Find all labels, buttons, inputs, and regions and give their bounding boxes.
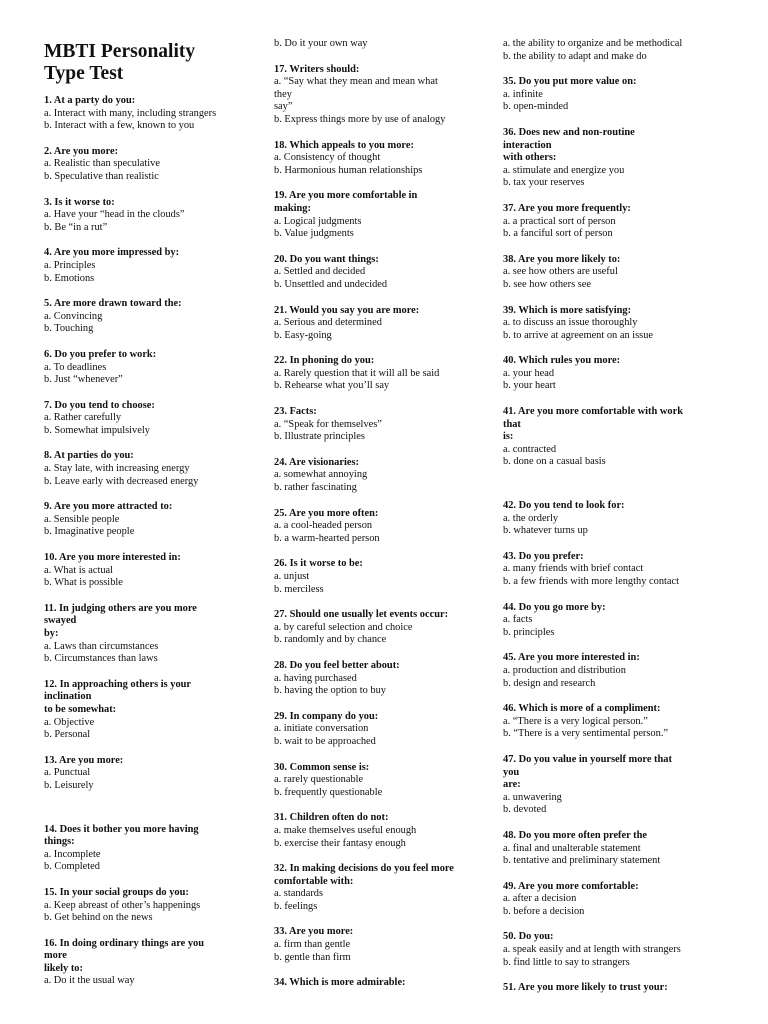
question-block — [274, 355, 499, 393]
answer-option: b. see how others see — [503, 278, 592, 290]
answer-option: b. principles — [503, 626, 555, 638]
answer-option: a. by careful selection and choice — [274, 621, 413, 633]
question-block — [503, 881, 728, 919]
answer-option: b. feelings — [274, 900, 318, 912]
answer-option: a. Convincing — [44, 310, 103, 322]
answer-option: b. Speculative than realistic — [44, 170, 159, 182]
question-heading: 45. Are you more interested in: — [503, 652, 640, 664]
question-heading: 29. In company do you: — [274, 710, 379, 722]
answer-option: they — [274, 88, 292, 100]
answer-option: a. “Speak for themselves” — [274, 418, 382, 430]
question-heading: 40. Which rules you more: — [503, 355, 621, 367]
answer-option: b. Touching — [44, 323, 94, 335]
answer-option: b. Unsettled and undecided — [274, 278, 388, 290]
question-block — [274, 812, 499, 850]
answer-option: b. Leisurely — [44, 779, 94, 791]
question-block — [274, 38, 499, 51]
question-heading: 22. In phoning do you: — [274, 355, 375, 367]
question-heading: 48. Do you more often prefer the — [503, 829, 647, 841]
question-block — [503, 76, 728, 114]
answer-option: b. Illustrate principles — [274, 431, 365, 443]
question-heading: likely to: — [44, 962, 83, 974]
question-block — [503, 931, 728, 969]
column-3 — [503, 38, 728, 1024]
answer-option: a. see how others are useful — [503, 266, 618, 278]
answer-option: a. Rather carefully — [44, 412, 122, 424]
question-heading: comfortable with: — [274, 875, 354, 887]
answer-option: a. Stay late, with increasing energy — [44, 463, 190, 475]
question-block — [503, 305, 728, 343]
answer-option: a. the orderly — [503, 512, 559, 524]
question-heading: 15. In your social groups do you: — [44, 886, 189, 898]
question-block — [274, 140, 499, 178]
question-heading: 3. Is it worse to: — [44, 196, 115, 208]
question-block — [503, 38, 728, 63]
answer-option: a. Laws than circumstances — [44, 640, 159, 652]
page-title — [44, 41, 262, 85]
question-block — [503, 982, 728, 995]
answer-option: a. final and unalterable statement — [503, 842, 641, 854]
question-heading: 11. In judging others are you more — [44, 602, 197, 614]
answer-option: b. open-minded — [503, 101, 569, 113]
answer-option: a. Incomplete — [44, 848, 101, 860]
answer-option: a. firm than gentle — [274, 939, 351, 951]
answer-option: a. infinite — [503, 88, 543, 100]
question-block — [44, 95, 262, 133]
answer-option: b. a fanciful sort of person — [503, 228, 613, 240]
question-heading: 28. Do you feel better about: — [274, 659, 400, 671]
answer-option: b. to arrive at agreement on an issue — [503, 329, 654, 341]
question-block — [44, 755, 262, 793]
question-block — [44, 146, 262, 184]
question-heading: swayed — [44, 615, 77, 627]
answer-option: a. having purchased — [274, 672, 357, 684]
question-heading: 41. Are you more comfortable with work — [503, 406, 683, 418]
answer-option: b. gentle than firm — [274, 951, 351, 963]
answer-option: a. Sensible people — [44, 513, 120, 525]
answer-option: a. To deadlines — [44, 361, 107, 373]
answer-option: a. speak easily and at length with strangers — [503, 944, 681, 956]
answer-option: a. “There is a very logical person.” — [503, 715, 648, 727]
question-block — [44, 501, 262, 539]
question-heading: 12. In approaching others is your — [44, 678, 192, 690]
question-heading: interaction — [503, 139, 552, 151]
answer-option: b. design and research — [503, 677, 596, 689]
question-heading: 2. Are you more: — [44, 145, 119, 157]
answer-option: b. before a decision — [503, 905, 585, 917]
question-block — [274, 190, 499, 240]
question-block — [503, 500, 728, 538]
question-block — [44, 247, 262, 285]
answer-option: a. contracted — [503, 443, 557, 455]
question-block — [274, 558, 499, 596]
question-heading: 32. In making decisions do you feel more — [274, 863, 454, 875]
answer-option: b. done on a casual basis — [503, 456, 606, 468]
question-heading: with others: — [503, 152, 557, 164]
answer-option: b. Personal — [44, 729, 91, 741]
question-block — [503, 254, 728, 292]
answer-option: b. Completed — [44, 861, 100, 873]
answer-option: a. Serious and determined — [274, 317, 382, 329]
question-block — [503, 355, 728, 393]
question-heading: more — [44, 950, 67, 962]
question-heading: 18. Which appeals to you more: — [274, 139, 414, 151]
question-heading: 37. Are you more frequently: — [503, 202, 631, 214]
question-heading: 33. Are you more: — [274, 926, 354, 938]
answer-option: a. your head — [503, 367, 555, 379]
question-heading: 5. Are more drawn toward the: — [44, 298, 182, 310]
question-heading: to be somewhat: — [44, 703, 117, 715]
question-block — [274, 711, 499, 749]
answer-option: a. a practical sort of person — [503, 215, 616, 227]
answer-option: a. Do it the usual way — [44, 975, 135, 987]
question-block — [274, 609, 499, 647]
question-block — [44, 679, 262, 742]
answer-option: b. Express things more by use of analogy — [274, 113, 446, 125]
answer-option: a. Logical judgments — [274, 215, 362, 227]
answer-option: b. Just “whenever” — [44, 374, 123, 386]
question-heading: 39. Which is more satisfying: — [503, 304, 632, 316]
question-block — [44, 938, 262, 988]
answer-option: b. Do it your own way — [274, 38, 368, 49]
question-block — [274, 406, 499, 444]
question-block — [274, 926, 499, 964]
answer-option: b. Imaginative people — [44, 526, 135, 538]
question-heading: 14. Does it bother you more having — [44, 823, 199, 835]
question-heading: 6. Do you prefer to work: — [44, 348, 157, 360]
answer-option: b. frequently questionable — [274, 786, 383, 798]
answer-option: a. standards — [274, 888, 324, 900]
question-heading: 7. Do you tend to choose: — [44, 399, 155, 411]
answer-option: a. after a decision — [503, 893, 577, 905]
question-heading: 13. Are you more: — [44, 754, 124, 766]
question-block — [44, 887, 262, 925]
answer-option: b. exercise their fantasy enough — [274, 837, 406, 849]
answer-option: a. the ability to organize and be methodical — [503, 38, 683, 49]
title-line: MBTI Personality — [44, 41, 196, 62]
question-block — [503, 652, 728, 690]
answer-option: a. Interact with many, including strangers — [44, 107, 217, 119]
question-block — [44, 552, 262, 590]
question-heading: making: — [274, 202, 311, 214]
question-heading: 42. Do you tend to look for: — [503, 500, 625, 512]
answer-option: b. find little to say to strangers — [503, 956, 630, 968]
column-1 — [44, 38, 262, 1024]
question-heading: is: — [503, 431, 514, 443]
answer-option: b. rather fascinating — [274, 482, 357, 494]
question-heading: things: — [44, 836, 75, 848]
answer-option: b. tentative and preliminary statement — [503, 855, 661, 867]
question-block — [44, 298, 262, 336]
question-block — [503, 830, 728, 868]
answer-option: b. Be “in a rut” — [44, 221, 108, 233]
question-heading: inclination — [44, 691, 92, 703]
question-heading: 8. At parties do you: — [44, 450, 134, 462]
question-block — [503, 754, 728, 817]
answer-option: a. many friends with brief contact — [503, 563, 644, 575]
question-heading: 26. Is it worse to be: — [274, 558, 363, 570]
question-block — [44, 824, 262, 874]
question-heading: 31. Children often do not: — [274, 812, 389, 824]
answer-option: b. Rehearse what you’ll say — [274, 380, 390, 392]
answer-option: b. Value judgments — [274, 228, 354, 240]
question-block — [503, 203, 728, 241]
answer-option: a. Realistic than speculative — [44, 158, 160, 170]
question-heading: 38. Are you more likely to: — [503, 253, 621, 265]
question-heading: 19. Are you more comfortable in — [274, 190, 418, 202]
question-heading: 4. Are you more impressed by: — [44, 247, 180, 259]
question-heading: 21. Would you say you are more: — [274, 304, 420, 316]
answer-option: a. Consistency of thought — [274, 152, 381, 164]
answer-option: a. production and distribution — [503, 664, 626, 676]
question-heading: 17. Writers should: — [274, 63, 360, 75]
question-block — [274, 508, 499, 546]
question-block — [274, 863, 499, 913]
answer-option: b. your heart — [503, 380, 556, 392]
answer-option: b. randomly and by chance — [274, 634, 387, 646]
question-block — [274, 457, 499, 495]
question-heading: 51. Are you more likely to trust your: — [503, 982, 668, 994]
answer-option: a. somewhat annoying — [274, 469, 368, 481]
answer-option: a. facts — [503, 614, 533, 626]
answer-option: a. Objective — [44, 716, 95, 728]
question-block — [274, 762, 499, 800]
question-block — [503, 602, 728, 640]
answer-option: b. having the option to buy — [274, 685, 386, 697]
question-block — [274, 64, 499, 127]
question-block — [503, 127, 728, 190]
question-heading: 49. Are you more comfortable: — [503, 880, 639, 892]
answer-option: a. a cool-headed person — [274, 520, 373, 532]
question-heading: you — [503, 766, 520, 778]
question-block — [503, 551, 728, 589]
answer-option: b. Easy-going — [274, 329, 332, 341]
answer-option: a. unwavering — [503, 791, 562, 803]
answer-option: b. What is possible — [44, 577, 123, 589]
question-heading: 46. Which is more of a compliment: — [503, 703, 661, 715]
answer-option: a. make themselves useful enough — [274, 824, 417, 836]
question-block — [274, 977, 499, 990]
question-block — [44, 349, 262, 387]
question-heading: 24. Are visionaries: — [274, 456, 359, 468]
answer-option: b. Somewhat impulsively — [44, 424, 150, 436]
answer-option: a. Punctual — [44, 767, 91, 779]
answer-option: b. a warm-hearted person — [274, 532, 380, 544]
question-heading: by: — [44, 628, 59, 639]
title-line: Type Test — [44, 63, 124, 84]
answer-option: b. Emotions — [44, 272, 95, 284]
answer-option: a. initiate conversation — [274, 723, 369, 735]
answer-option: b. a few friends with more lengthy contact — [503, 576, 680, 587]
answer-option: b. whatever turns up — [503, 525, 588, 537]
answer-option: a. Settled and decided — [274, 266, 366, 278]
question-block — [44, 603, 262, 666]
question-heading: 36. Does new and non-routine — [503, 126, 635, 138]
answer-option: a. Keep abreast of other’s happenings — [44, 899, 201, 911]
answer-option: b. merciless — [274, 583, 324, 595]
question-heading: that — [503, 418, 521, 430]
question-heading: 25. Are you more often: — [274, 507, 379, 519]
question-block — [503, 406, 728, 469]
question-heading: 20. Do you want things: — [274, 253, 379, 265]
question-heading: 47. Do you value in yourself more that — [503, 753, 672, 765]
answer-option: b. Leave early with decreased energy — [44, 475, 199, 487]
answer-option: a. to discuss an issue thoroughly — [503, 317, 638, 329]
answer-option: b. devoted — [503, 804, 547, 816]
answer-option: say” — [274, 101, 293, 113]
answer-option: b. Circumstances than laws — [44, 653, 158, 665]
question-block — [274, 660, 499, 698]
question-heading: 43. Do you prefer: — [503, 550, 584, 562]
answer-option: a. Principles — [44, 259, 96, 271]
answer-option: b. tax your reserves — [503, 177, 585, 189]
answer-option: b. wait to be approached — [274, 735, 376, 747]
question-block — [503, 703, 728, 741]
answer-option: a. What is actual — [44, 564, 114, 576]
question-heading: 16. In doing ordinary things are you — [44, 937, 205, 949]
question-heading: 35. Do you put more value on: — [503, 76, 637, 88]
answer-option: b. Interact with a few, known to you — [44, 120, 195, 132]
question-heading: 27. Should one usually let events occur: — [274, 609, 449, 621]
question-heading: 10. Are you more interested in: — [44, 552, 181, 564]
answer-option: a. stimulate and energize you — [503, 164, 625, 176]
answer-option: a. “Say what they mean and mean what — [274, 76, 438, 88]
question-heading: 44. Do you go more by: — [503, 601, 606, 613]
answer-option: b. the ability to adapt and make do — [503, 50, 647, 62]
question-heading: 9. Are you more attracted to: — [44, 501, 173, 513]
column-2 — [274, 38, 499, 1024]
question-block — [44, 400, 262, 438]
question-heading: 1. At a party do you: — [44, 95, 136, 106]
question-heading: 50. Do you: — [503, 931, 554, 943]
answer-option: a. Have your “head in the clouds” — [44, 209, 185, 221]
answer-option: b. Harmonious human relationships — [274, 164, 423, 176]
answer-option: b. “There is a very sentimental person.” — [503, 728, 669, 740]
question-heading: 30. Common sense is: — [274, 761, 370, 773]
question-heading: 23. Facts: — [274, 406, 317, 418]
answer-option: a. rarely questionable — [274, 774, 364, 786]
question-block — [274, 254, 499, 292]
answer-option: b. Get behind on the news — [44, 912, 153, 924]
answer-option: a. Rarely question that it will all be said — [274, 367, 440, 379]
answer-option: a. unjust — [274, 571, 310, 582]
question-heading: are: — [503, 779, 521, 791]
question-block — [44, 197, 262, 235]
question-block — [44, 450, 262, 488]
question-block — [274, 305, 499, 343]
question-heading: 34. Which is more admirable: — [274, 977, 406, 989]
